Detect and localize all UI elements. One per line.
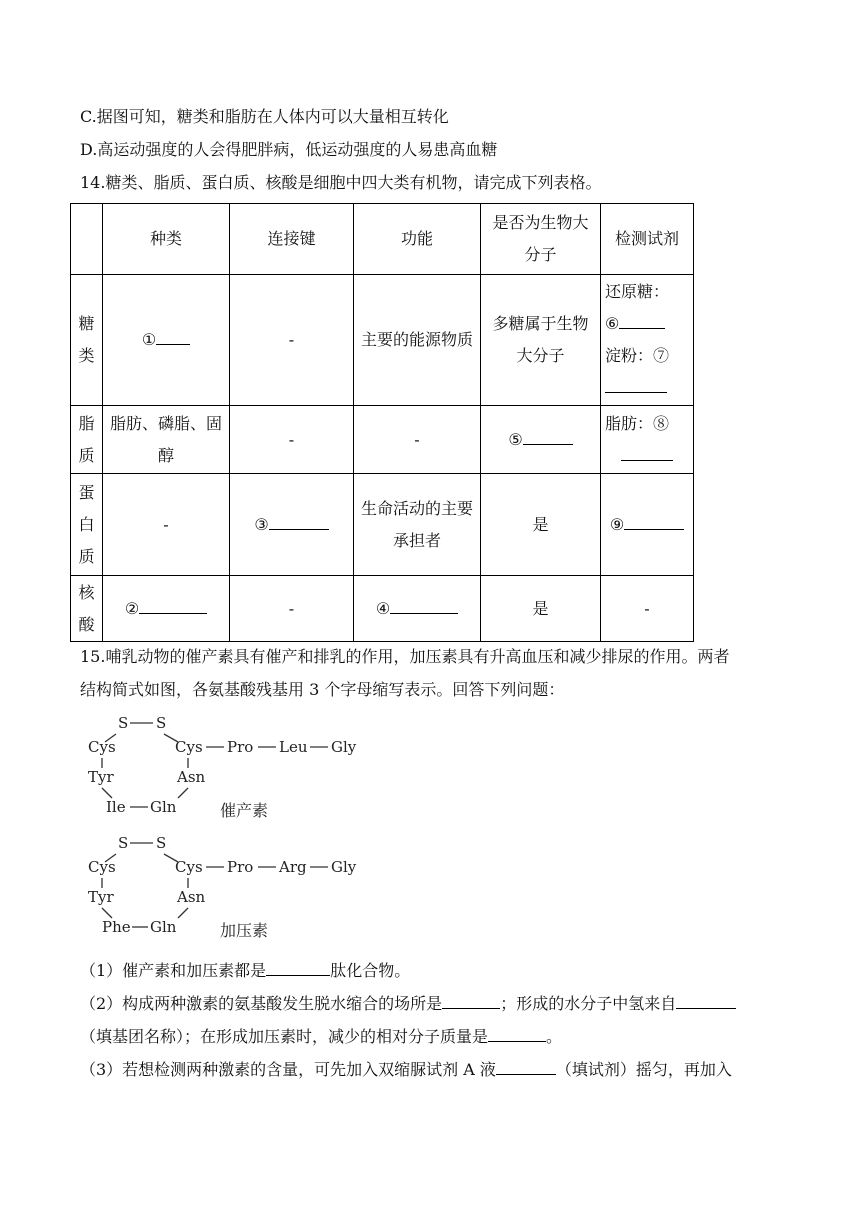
residue-phe: Phe — [102, 918, 131, 936]
vasopressin-label: 加压素 — [220, 921, 269, 940]
cell-kind: ② — [103, 576, 230, 642]
table-row — [71, 474, 694, 576]
hormone-structure-diagram — [80, 710, 380, 940]
option-d: D.高运动强度的人会得肥胖病，低运动强度的人易患高血糖 — [80, 140, 498, 159]
q15-part2-cont: （填基团名称）；在形成加压素时，减少的相对分子质量是 。 — [80, 1027, 563, 1046]
q14-stem: 14.糖类、脂质、蛋白质、核酸是细胞中四大类有机物，请完成下列表格。 — [80, 173, 602, 192]
residue-pro: Pro — [227, 738, 254, 756]
residue-cys-left: Cys — [88, 858, 116, 876]
table-row — [71, 275, 694, 406]
oxytocin-structure — [88, 714, 357, 820]
vasopressin-structure — [88, 834, 357, 940]
row-name: 糖 类 — [71, 275, 103, 406]
row-name: 核 酸 — [71, 576, 103, 642]
oxytocin-label: 催产素 — [220, 801, 269, 820]
cell-kind: - — [103, 474, 230, 576]
disulfide-s-right: S — [156, 714, 167, 732]
cell-reagent: 还原糖： ⑥ 淀粉：⑦ — [601, 275, 694, 406]
cell-macromolecule: 是 — [481, 576, 601, 642]
bond-line — [178, 908, 188, 918]
q15-stem-line1: 15.哺乳动物的催产素具有催产和排乳的作用，加压素具有升高血压和减少排尿的作用。两者 — [80, 647, 730, 666]
table-row — [71, 406, 694, 474]
residue-gly: Gly — [331, 858, 357, 876]
residue-leu: Leu — [279, 738, 308, 756]
cell-macromolecule: ⑤ — [481, 406, 601, 474]
cell-reagent: 脂肪：⑧ — [601, 406, 694, 474]
q15-stem-line2: 结构简式如图，各氨基酸残基用 3 个字母缩写表示。回答下列问题： — [80, 680, 565, 699]
header-macromolecule: 是否为生物大分子 — [481, 204, 601, 275]
disulfide-s-left: S — [118, 834, 129, 852]
residue-gly: Gly — [331, 738, 357, 756]
cell-bond: - — [230, 576, 354, 642]
residue-cys-right: Cys — [175, 858, 203, 876]
residue-pro: Pro — [227, 858, 254, 876]
cell-reagent: - — [601, 576, 694, 642]
bond-line — [102, 908, 112, 918]
q15-part2: （2）构成两种激素的氨基酸发生脱水缩合的场所是 ；形成的水分子中氢来自 — [80, 993, 736, 1015]
cell-bond: - — [230, 275, 354, 406]
table-row — [71, 576, 694, 642]
cell-macromolecule: 是 — [481, 474, 601, 576]
header-corner — [71, 204, 103, 275]
cell-kind: 脂肪、磷脂、固醇 — [103, 406, 230, 474]
header-reagent: 检测试剂 — [601, 204, 694, 275]
table-header-row — [71, 204, 694, 275]
residue-asn: Asn — [177, 888, 206, 906]
cell-function: 主要的能源物质 — [354, 275, 481, 406]
organic-compounds-table — [70, 203, 694, 642]
residue-cys-left: Cys — [88, 738, 116, 756]
option-c: C.据图可知，糖类和脂肪在人体内可以大量相互转化 — [80, 107, 449, 126]
cell-function: 生命活动的主要承担者 — [354, 474, 481, 576]
residue-cys-right: Cys — [175, 738, 203, 756]
header-bond: 连接键 — [230, 204, 354, 275]
disulfide-s-left: S — [118, 714, 129, 732]
residue-gln: Gln — [150, 798, 177, 816]
residue-gln: Gln — [150, 918, 177, 936]
cell-function: ④ — [354, 576, 481, 642]
header-kind: 种类 — [103, 204, 230, 275]
cell-function: - — [354, 406, 481, 474]
disulfide-s-right: S — [156, 834, 167, 852]
cell-bond: - — [230, 406, 354, 474]
bond-line — [102, 788, 112, 798]
q15-part1: （1）催产素和加压素都是 肽化合物。 — [80, 961, 411, 980]
header-function: 功能 — [354, 204, 481, 275]
q15-part3: （3）若想检测两种激素的含量，可先加入双缩脲试剂 A 液 （填试剂）摇匀，再加入 — [80, 1060, 732, 1079]
row-name: 脂 质 — [71, 406, 103, 474]
cell-reagent: ⑨ — [601, 474, 694, 576]
residue-tyr: Tyr — [88, 888, 114, 906]
cell-bond: ③ — [230, 474, 354, 576]
cell-kind: ① — [103, 275, 230, 406]
residue-arg: Arg — [279, 858, 307, 876]
residue-ile: Ile — [106, 798, 126, 816]
cell-macromolecule: 多糖属于生物大分子 — [481, 275, 601, 406]
row-name: 蛋 白 质 — [71, 474, 103, 576]
residue-asn: Asn — [177, 768, 206, 786]
residue-tyr: Tyr — [88, 768, 114, 786]
bond-line — [178, 788, 188, 798]
